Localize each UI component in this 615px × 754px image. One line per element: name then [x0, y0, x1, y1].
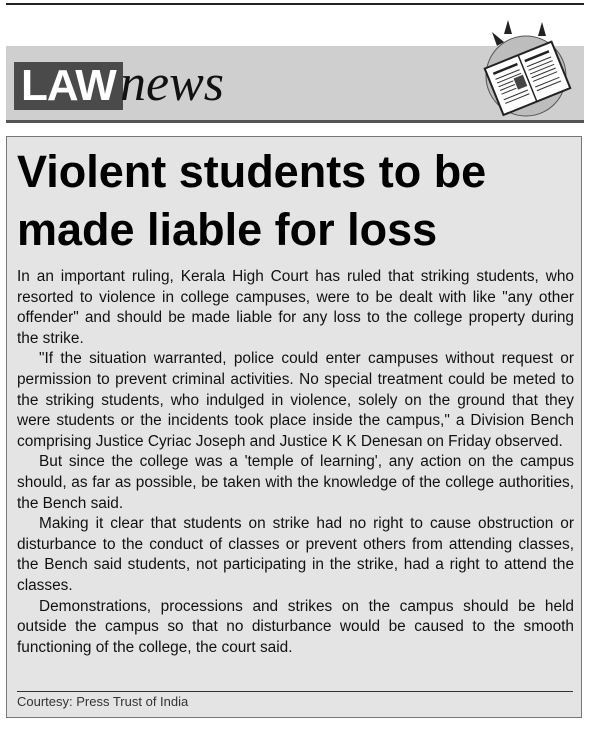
credit-rule: [17, 691, 573, 692]
masthead-news: news: [120, 55, 224, 112]
article-body: [17, 267, 574, 658]
paragraph: In an important ruling, Kerala High Court has ruled that striking students, who resorted to violence in college campuses, were to be dealt with like "any other offender" and should be made liable for any loss to the college property during the strike.: [17, 268, 574, 347]
headline-line-2: made liable for loss: [17, 204, 438, 255]
masthead-law: LAW: [14, 62, 123, 110]
headline: [17, 143, 577, 259]
newspaper-icon: [448, 14, 588, 124]
courtesy-credit: Courtesy: Press Trust of India: [17, 694, 189, 709]
article-box: [6, 136, 582, 718]
paragraph: But since the college was a 'temple of learning', any action on the campus should, as far as possible, be taken with the knowledge of the college authorities, the Bench said.: [17, 453, 574, 512]
paragraph: Demonstrations, processions and strikes on the campus should be held outside the campus so that no disturbance would be caused to the smooth functioning of the college, the court said.: [17, 597, 574, 656]
paragraph: "If the situation warranted, police could enter campuses without request or permission to prevent criminal activities. No special treatment could be meted to the striking students, who indulged in violence, solely on the ground that they were students or the incidents took place inside the campus," a Division Bench comprising Justice Cyriac Joseph and Justice K K Denesan on Friday observed.: [17, 350, 574, 450]
top-rule: [6, 3, 584, 5]
paragraph: Making it clear that students on strike had no right to cause obstruction or disturbance to the conduct of classes or prevent others from attending classes, the Bench said students, not participating in the strike, had a right to attend the classes.: [17, 515, 574, 594]
headline-line-1: Violent students to be: [17, 146, 487, 197]
